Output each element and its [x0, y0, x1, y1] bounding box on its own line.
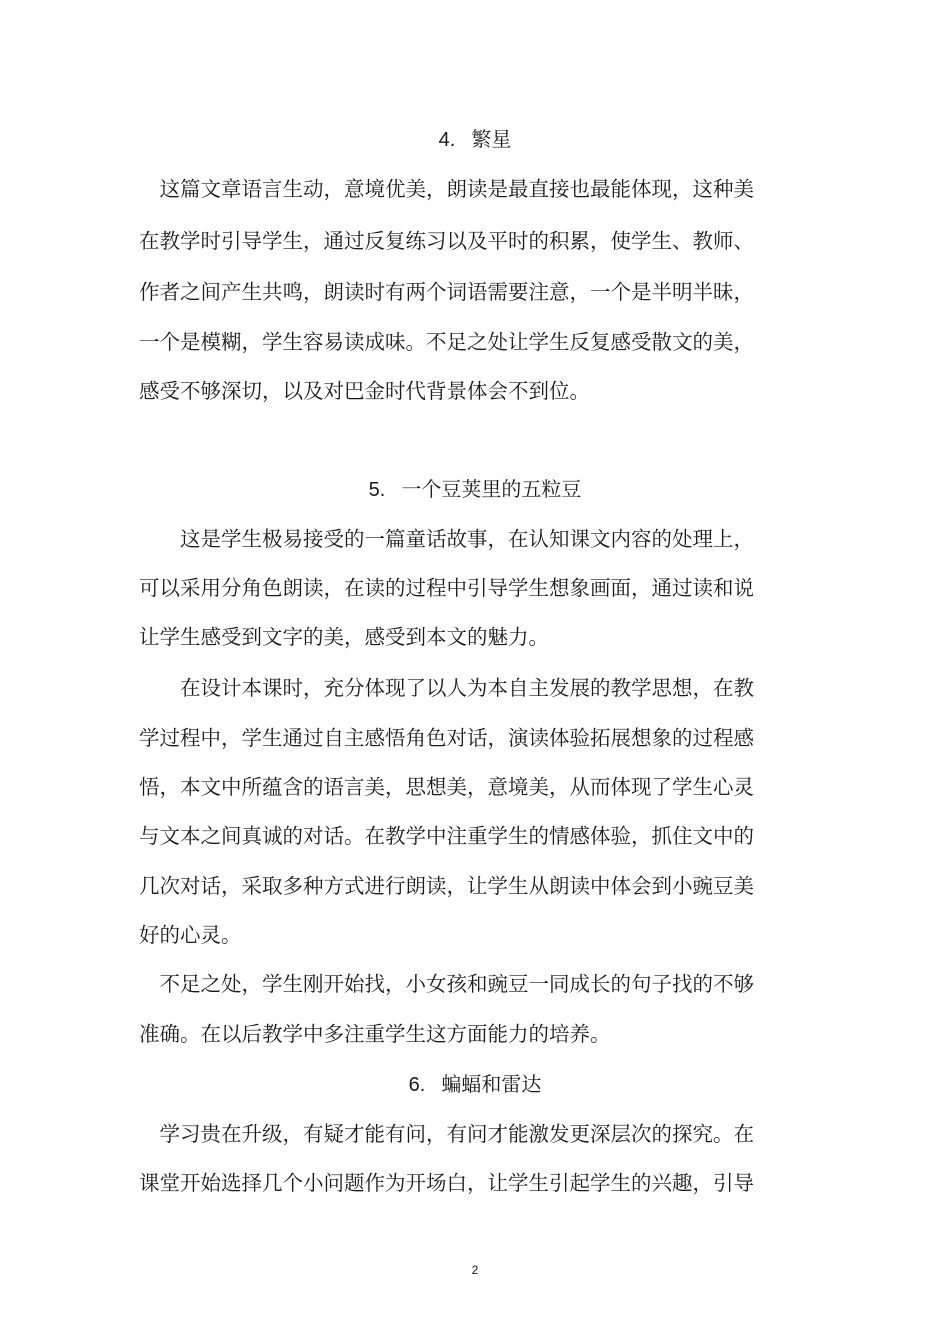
section-title: 蝙蝠和雷达: [441, 1072, 542, 1096]
paragraph-line: 好的心灵。: [139, 923, 242, 947]
paragraph-line: 可以采用分角色朗读，在读的过程中引导学生想象画面，通过读和说: [139, 576, 754, 600]
paragraph-line: 学过程中，学生通过自主感悟角色对话，演读体验拓展想象的过程感: [139, 726, 754, 750]
section-number: 6.: [408, 1074, 426, 1096]
paragraph-line: 课堂开始选择几个小问题作为开场白，让学生引起学生的兴趣，引导: [139, 1171, 754, 1195]
paragraph-line: 这篇文章语言生动，意境优美，朗读是最直接也最能体现，这种美: [139, 177, 754, 201]
section-title: 繁星: [471, 127, 512, 151]
section-heading: [0, 1071, 950, 1097]
paragraph-line: 准确。在以后教学中多注重学生这方面能力的培养。: [139, 1022, 611, 1046]
paragraph-line: 一个是模糊，学生容易读成味。不足之处让学生反复感受散文的美，: [139, 330, 754, 354]
paragraph-line: 在教学时引导学生，通过反复练习以及平时的积累，使学生、教师、: [139, 229, 754, 253]
paragraph-line: 与文本之间真诚的对话。在教学中注重学生的情感体验，抓住文中的: [139, 824, 754, 848]
section-title: 一个豆荚里的五粒豆: [401, 477, 582, 501]
paragraph-line: 这是学生极易接受的一篇童话故事，在认知课文内容的处理上，: [139, 527, 754, 551]
paragraph-line: 作者之间产生共鸣，朗读时有两个词语需要注意，一个是半明半昧，: [139, 280, 754, 304]
paragraph-line: 不足之处，学生刚开始找，小女孩和豌豆一同成长的句子找的不够: [139, 972, 754, 996]
section-heading: [0, 126, 950, 152]
paragraph-line: 几次对话，采取多种方式进行朗读，让学生从朗读中体会到小豌豆美: [139, 874, 754, 898]
section-heading: [0, 476, 950, 502]
page-number: 2: [471, 1263, 479, 1277]
section-number: 5.: [368, 479, 386, 501]
paragraph-line: 感受不够深切，以及对巴金时代背景体会不到位。: [139, 379, 590, 403]
paragraph-line: 在设计本课时，充分体现了以人为本自主发展的教学思想，在教: [139, 676, 754, 700]
paragraph-line: 让学生感受到文字的美，感受到本文的魅力。: [139, 625, 549, 649]
paragraph-line: 悟，本文中所蕴含的语言美，思想美，意境美，从而体现了学生心灵: [139, 775, 754, 799]
section-number: 4.: [438, 129, 456, 151]
paragraph-line: 学习贵在升级，有疑才能有问，有问才能激发更深层次的探究。在: [139, 1122, 754, 1146]
